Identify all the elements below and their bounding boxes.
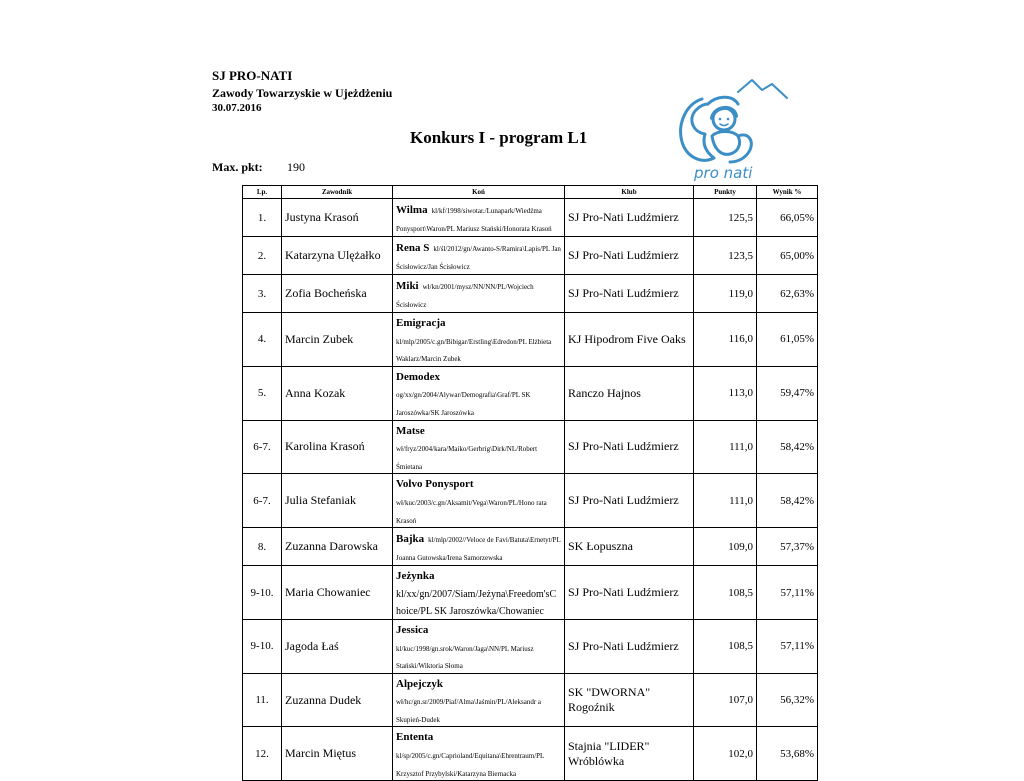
points-cell: 123,5 (694, 237, 757, 275)
rank-cell: 9-10. (243, 619, 282, 673)
rider-cell: Julia Stefaniak (282, 474, 393, 528)
result-cell: 53,68% (757, 727, 818, 781)
club-cell: Stajnia "LIDER" Wróblówka (565, 727, 694, 781)
rider-cell: Justyna Krasoń (282, 199, 393, 237)
rank-cell: 6-7. (243, 474, 282, 528)
max-points-value: 190 (287, 160, 305, 174)
horse-cell (393, 199, 565, 237)
logo-wordmark: pro nati (694, 164, 753, 182)
result-cell: 58,42% (757, 420, 818, 474)
rider-cell: Marcin Zubek (282, 313, 393, 367)
header-points: Punkty (694, 186, 757, 199)
organization-name: SJ PRO-NATI (212, 68, 293, 83)
event-date: 30.07.2016 (212, 102, 262, 114)
rider-cell: Jagoda Łaś (282, 619, 393, 673)
horse-details: kl/mlp/2005/c.gn/Bibigar/Erstling\Edredon/PL Elżbieta Waklarz/Marcin Zubek (396, 337, 552, 364)
horse-cell (393, 673, 565, 727)
points-cell: 111,0 (694, 474, 757, 528)
horse-cell (393, 474, 565, 528)
result-cell: 56,32% (757, 673, 818, 727)
header-result: Wynik % (757, 186, 818, 199)
rider-cell: Marcin Miętus (282, 727, 393, 781)
rider-cell: Zofia Bocheńska (282, 275, 393, 313)
points-cell: 119,0 (694, 275, 757, 313)
points-cell: 108,5 (694, 566, 757, 620)
pro-nati-logo-icon (672, 74, 792, 184)
horse-name: Bajka (396, 533, 425, 546)
horse-name: Miki (396, 279, 419, 292)
rider-cell: Karolina Krasoń (282, 420, 393, 474)
horse-name: Emigracja (396, 317, 446, 329)
horse-cell (393, 366, 565, 420)
table-row (243, 366, 818, 420)
horse-cell (393, 313, 565, 367)
points-cell: 125,5 (694, 199, 757, 237)
horse-cell (393, 420, 565, 474)
club-cell: SJ Pro-Nati Ludźmierz (565, 237, 694, 275)
header-rider: Zawodnik (282, 186, 393, 199)
club-cell: SJ Pro-Nati Ludźmierz (565, 566, 694, 620)
horse-details: wł/kn/2001/mysz/NN/NN/PL/Wojciech Ścisłowicz (396, 282, 534, 309)
points-cell: 113,0 (694, 366, 757, 420)
club-cell: SJ Pro-Nati Ludźmierz (565, 420, 694, 474)
mountains-icon (738, 80, 787, 98)
rank-cell: 3. (243, 275, 282, 313)
club-cell: SJ Pro-Nati Ludźmierz (565, 619, 694, 673)
points-cell: 111,0 (694, 420, 757, 474)
table-row (243, 727, 818, 781)
rank-cell: 5. (243, 366, 282, 420)
result-cell: 58,42% (757, 474, 818, 528)
table-row (243, 420, 818, 474)
rank-cell: 6-7. (243, 420, 282, 474)
points-cell: 107,0 (694, 673, 757, 727)
horse-details: og/xx/gn/2004/Alywar/Demografia\Graf/PL SK Jaroszówka/SK Jaroszówka (396, 391, 531, 417)
rank-cell: 8. (243, 528, 282, 566)
horse-name: Wilma (396, 203, 428, 216)
horse-name: Rena S (396, 241, 430, 254)
points-cell: 108,5 (694, 619, 757, 673)
header-lp: Lp. (243, 186, 282, 199)
horse-details: wł/hc/gn.sr/2009/Piaf/Alma\Jaśmin/PL/Aleksandr a Skupień-Dudek (396, 698, 542, 724)
horse-details: kl/sp/2005/c.gn/Caprioland/Equitana\Ehrentraum/PL Krzysztof Przybylski/Katarzyna Biernacka (396, 752, 545, 778)
rider-cell: Anna Kozak (282, 366, 393, 420)
horse-name: Demodex (396, 370, 440, 383)
points-cell: 109,0 (694, 528, 757, 566)
club-cell: SK "DWORNA" Rogoźnik (565, 673, 694, 727)
horse-head-icon (681, 99, 714, 160)
table-row (243, 237, 818, 275)
horse-details: kl/xx/gn/2007/Siam/Jeżyna\Freedom'sC hoice/PL SK Jaroszówka/Chowaniec (396, 588, 557, 618)
club-cell: SJ Pro-Nati Ludźmierz (565, 275, 694, 313)
horse-name: Alpejczyk (396, 677, 444, 690)
rider-cell: Maria Chowaniec (282, 566, 393, 620)
horse-name: Ententa (396, 731, 434, 744)
club-cell: SJ Pro-Nati Ludźmierz (565, 199, 694, 237)
result-cell: 62,63% (757, 275, 818, 313)
rank-cell: 2. (243, 237, 282, 275)
table-row (243, 199, 818, 237)
result-cell: 57,11% (757, 619, 818, 673)
header-club: Klub (565, 186, 694, 199)
horse-cell (393, 619, 565, 673)
horse-details: kl/mlp/2002//Veloce de Favi/Batuta\Ernetyt/PL Joanna Gutowska/Irena Samorzewska (396, 536, 561, 562)
horse-name: Jeżynka (396, 570, 435, 583)
table-row (243, 673, 818, 727)
rank-cell: 9-10. (243, 566, 282, 620)
table-row (243, 566, 818, 620)
horse-details: kl/śl/2012/gn/Awanto-S/Ramira\Lapis/PL Jan Ścisłowicz/Jan Ścisłowicz (396, 244, 561, 271)
contest-title: Konkurs I - program L1 (410, 128, 588, 147)
horse-details: wł/kuc/2003/c.gn/Aksamit/Vega\Waron/PL/Hono rata Krasoń (396, 498, 547, 525)
result-cell: 61,05% (757, 313, 818, 367)
points-cell: 102,0 (694, 727, 757, 781)
horse-details: kl/kuc/1998/gn.srok/Waron/Jaga\NN/PL Mariusz Stański/Wiktoria Słoma (396, 644, 534, 671)
table-row (243, 528, 818, 566)
points-cell: 116,0 (694, 313, 757, 367)
table-row (243, 619, 818, 673)
result-cell: 66,05% (757, 199, 818, 237)
table-header-row (243, 186, 818, 199)
horse-name: Jessica (396, 623, 429, 636)
event-name: Zawody Towarzyskie w Ujeżdżeniu (212, 86, 393, 100)
table-row (243, 313, 818, 367)
table-row (243, 275, 818, 313)
rank-cell: 11. (243, 673, 282, 727)
horse-cell (393, 566, 565, 620)
header-horse: Koń (393, 186, 565, 199)
result-cell: 57,11% (757, 566, 818, 620)
rider-cell: Katarzyna Ulężałko (282, 237, 393, 275)
horse-details: kl/kf/1998/siwotar./Lunapark/Wiedźma Ponysport\Waron/PL Mariusz Stański/Honorata Krasoń (396, 206, 552, 233)
rider-cell: Zuzanna Darowska (282, 528, 393, 566)
max-points-label: Max. pkt: (212, 160, 263, 174)
horse-cell (393, 727, 565, 781)
horse-name: Volvo Ponysport (396, 478, 474, 491)
club-cell: Ranczo Hajnos (565, 366, 694, 420)
result-cell: 65,00% (757, 237, 818, 275)
result-cell: 59,47% (757, 366, 818, 420)
rank-cell: 12. (243, 727, 282, 781)
horse-details: wł/fryz/2004/kara/Maiko/Gerbrig\Dirk/NL/Robert Śmietana (396, 445, 538, 471)
horse-cell (393, 528, 565, 566)
club-cell: SK Łopuszna (565, 528, 694, 566)
result-cell: 57,37% (757, 528, 818, 566)
horse-cell (393, 237, 565, 275)
club-cell: SJ Pro-Nati Ludźmierz (565, 474, 694, 528)
table-row (243, 474, 818, 528)
rider-cell: Zuzanna Dudek (282, 673, 393, 727)
rank-cell: 1. (243, 199, 282, 237)
horse-cell (393, 275, 565, 313)
rank-cell: 4. (243, 313, 282, 367)
horse-name: Matse (396, 424, 425, 437)
results-table (242, 185, 818, 781)
club-cell: KJ Hipodrom Five Oaks (565, 313, 694, 367)
